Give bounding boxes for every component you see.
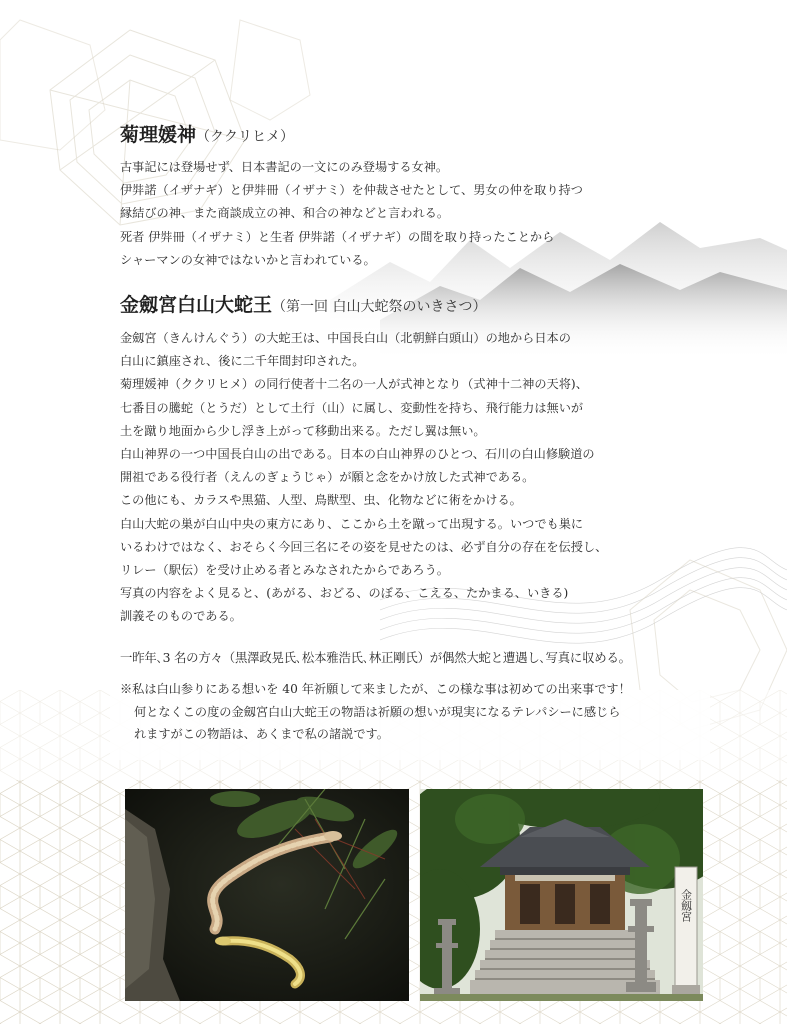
body-line: 七番目の騰蛇（とうだ）として土行（山）に属し、変動性を持ち、飛行能力は無いが (120, 400, 584, 415)
body-line: 金劔宮（きんけんぐう）の大蛇王は、中国長白山（北朝鮮白頭山）の地から日本の (120, 331, 571, 345)
body-line: 白山神界の一つ中国長白山の出である。日本の白山神界のひとつ、石川の白山修験道の (120, 447, 595, 462)
body-line: 開祖である役行者（えんのぎょうじゃ）が願と念をかけ放した式神である。 (120, 470, 535, 485)
body-line: 菊理媛神（ククリヒメ）の同行使者十二名の一人が式神となり（式神十二神の天将)、 (120, 377, 588, 392)
body-line: 伊弉諾（イザナギ）と伊弉冊（イザナミ）を仲裁させたとして、男女の仲を取り持つ (120, 183, 583, 198)
body-line: 死者 伊弉冊（イザナミ）と生者 伊弉諾（イザナギ）の間を取り持ったことから (120, 229, 555, 244)
body-line: 訓義そのものである。 (120, 609, 242, 624)
body-line: いるわけではなく、おそらく今回三名にその姿を見せたのは、必ず自分の存在を伝授し、 (120, 539, 608, 554)
encounter-line: 一昨年､3 名の方々（黒澤政晃氏､松本雅浩氏､林正剛氏）が偶然大蛇と遭遇し､写真に収める。 (120, 650, 631, 665)
body-line: 白山大蛇の巣が白山中央の東方にあり、ここから土を蹴って出現する。いつでも巣に (120, 516, 584, 531)
section1-title-text: 菊理媛神 (120, 124, 197, 146)
section1-title (120, 120, 294, 147)
section2-body (120, 327, 607, 629)
body-line: 縁結びの神、また商談成立の神、和合の神などと言われる。 (120, 206, 450, 221)
section2-subtitle: （第一回 白山大蛇祭のいきさつ） (272, 299, 487, 315)
note-line: ※私は白山参りにある想いを 40 年祈願して来ましたが、この様な事は初めての出来事です！ (120, 682, 631, 696)
snake-photo (125, 789, 409, 1001)
body-line: 白山に鎮座され、後に二千年間封印された。 (120, 354, 365, 369)
section1-reading: （ククリヒメ） (196, 129, 295, 145)
section2-title (120, 290, 486, 317)
section1-body (120, 156, 583, 272)
body-line: 写真の内容をよく見ると、(あがる、おどる、のぼる、こえる、たかまる、いきる) (120, 586, 569, 601)
note-line: 何となくこの度の金劔宮白山大蛇王の物語は祈願の想いが現実になるテレパシーに感じら (134, 704, 621, 719)
shrine-sign-text: 金劔宮 (679, 889, 693, 922)
shrine-photo (420, 789, 703, 1001)
body-line: シャーマンの女神ではないかと言われている。 (120, 252, 376, 267)
note-line: れますがこの物語は、あくまで私の諸説です。 (134, 727, 389, 741)
author-note (120, 678, 631, 746)
body-line: 古事記には登場せず、日本書記の一文にのみ登場する女神。 (120, 160, 449, 174)
section2-title-text: 金劔宮白山大蛇王 (120, 294, 273, 316)
body-line: この他にも、カラスや黒猫、人型、鳥獣型、虫、化物などに術をかける。 (120, 493, 522, 508)
body-line: リレー（駅伝）を受け止める者とみなされたからであろう。 (120, 563, 449, 578)
body-line: 土を蹴り地面から少し浮き上がって移動出来る。ただし翼は無い。 (120, 423, 486, 438)
